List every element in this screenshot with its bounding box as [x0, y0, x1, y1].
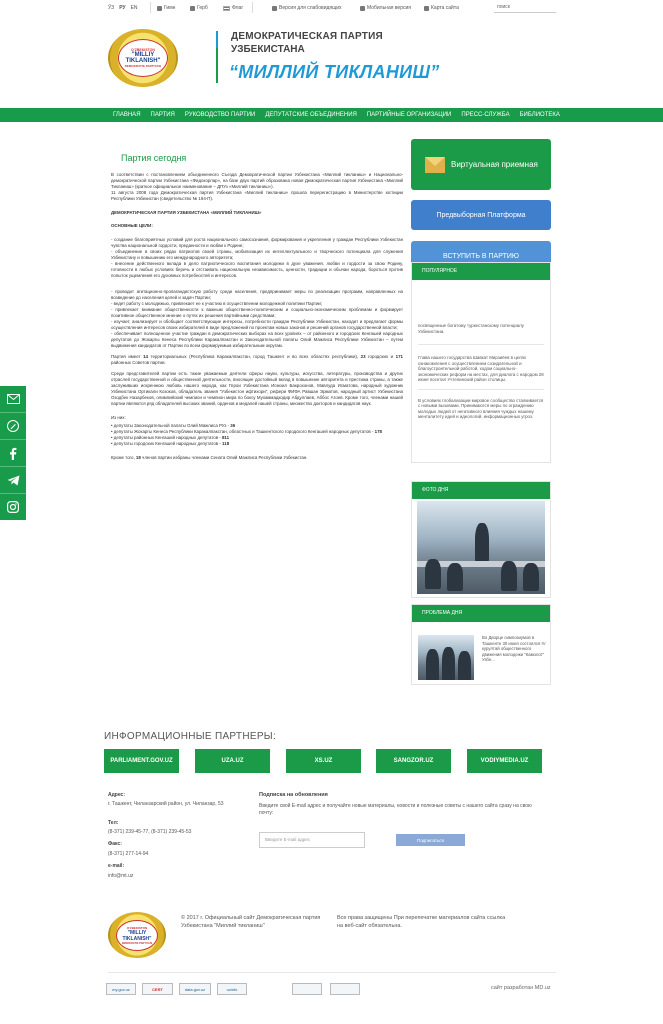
- badge-counter[interactable]: [292, 983, 322, 995]
- badge-cert[interactable]: CERT: [142, 983, 173, 995]
- email-label: e-mail:: [108, 863, 125, 869]
- article-paragraph: В соответствии с постановлением объединенного Съезда Демократической партии Узбекистана «Миллий тикланиш» и Национально-демократической партии Узбекистана «Фидокорлар», на базе двух партий образована новая Демократическая партия Узбекистана «Миллий Тикланиш» (краткое официальное наименование – ДПУз «Миллий тикланиш»).: [111, 172, 403, 189]
- emblem-icon: [190, 6, 195, 11]
- problem-of-day-widget: [411, 604, 551, 685]
- subscribe-title: Подписка на обновления: [259, 792, 328, 798]
- figure-shape: [475, 523, 489, 563]
- developer-link[interactable]: сайт разработан MD.uz: [491, 985, 551, 991]
- logo-text: "MILLIY: [131, 52, 155, 58]
- popular-item[interactable]: В условиях глобализации мировое сообщество сталкивается с новыми вызовами. Принимаются меры по ограждению молодых людей от негативного влияния чуждых нашему менталитету идей и идеологий, информационных угроз.: [418, 397, 544, 419]
- partner-xs[interactable]: XS.UZ: [286, 749, 361, 773]
- social-write[interactable]: [0, 413, 26, 439]
- problem-thumbnail[interactable]: [418, 635, 474, 680]
- pencil-icon: [7, 420, 19, 432]
- footer-logo[interactable]: [108, 912, 166, 958]
- virtual-reception-button[interactable]: Виртуальная приемная: [411, 139, 551, 190]
- party-logo[interactable]: [108, 29, 178, 87]
- language-switcher: [108, 5, 138, 11]
- lang-ru[interactable]: РУ: [119, 5, 126, 11]
- address-value: г. Ташкент, Чиланзарский район, ул. Чиланзар, 53: [108, 801, 224, 807]
- nav-leadership[interactable]: РУКОВОДСТВО ПАРТИИ: [184, 112, 256, 118]
- social-instagram[interactable]: [0, 494, 26, 520]
- logo-text: O'ZBEKISTON: [131, 48, 155, 52]
- top-bar: [0, 0, 663, 16]
- logo-text: "MILLIY: [127, 929, 147, 936]
- figure-shape: [447, 563, 463, 591]
- figure-shape: [523, 563, 539, 591]
- page-title: Партия сегодня: [121, 153, 187, 163]
- logo-emblem: [118, 39, 168, 77]
- phone-label: Тел:: [108, 820, 119, 826]
- article-heading: ДЕМОКРАТИЧЕСКАЯ ПАРТИЯ УЗБЕКИСТАНА «МИЛЛИЙ ТИКЛАНИШ»: [111, 210, 262, 215]
- facebook-icon: [9, 447, 17, 460]
- article-paragraph: Кроме того, 18 членов партии избраны членами Сената Олий Мажлиса Республики Узбекистан.: [111, 455, 308, 460]
- logo-emblem: [116, 920, 158, 951]
- telegram-icon: [7, 475, 20, 486]
- logo-text: TIKLANISH": [125, 58, 161, 64]
- article-paragraph: 11 августа 2008 года Демократическая партия Узбекистана «Миллий тикланиш» прошла перерегистрацию в Министерстве юстиции Республики Узбекистан (свидетельство № 194-П).: [111, 190, 403, 201]
- fax-label: Факс:: [108, 841, 122, 847]
- partners-title: ИНФОРМАЦИОННЫЕ ПАРТНЕРЫ:: [104, 731, 277, 742]
- logo-text: DEMOKRATIK PARTIYASI: [121, 941, 153, 945]
- mobile-icon: [360, 6, 365, 11]
- mobile-version-link[interactable]: Мобильная версия: [360, 5, 411, 11]
- partner-uza[interactable]: UZA.UZ: [195, 749, 270, 773]
- logo-text: DEMOKRATIK PARTIYASI: [124, 64, 162, 68]
- mail-icon: [7, 394, 20, 404]
- nav-party[interactable]: ПАРТИЯ: [150, 112, 175, 118]
- photo-of-day-widget: [411, 481, 551, 598]
- address-label: Адрес:: [108, 792, 125, 798]
- deputies-list: • депутаты Законодательной палаты Олий Мажлиса РУз - 36 • депутаты Жокаргы Кенеса Республики Каракалпакстан, областных и Ташкентского городского Кенгашей народных депутатов - 178 • депутаты районных Кенгашей народных депутатов - 811 • депутаты городских Кенгашей народных депутатов - 118: [111, 423, 382, 446]
- badge-datagov[interactable]: data.gov.uz: [179, 983, 211, 995]
- copyright-text: © 2017 г. Официальный сайт Демократическая партия Узбекистана "Миллий тикланиш": [181, 915, 321, 929]
- article-heading: ОСНОВНЫЕ ЦЕЛИ:: [111, 223, 153, 228]
- envelope-icon: [425, 157, 445, 173]
- article-content: [111, 172, 403, 466]
- badge-uzinfo[interactable]: uzinfo: [217, 983, 247, 995]
- flag-link[interactable]: Флаг: [223, 5, 243, 11]
- subscribe-button[interactable]: Подписаться: [396, 834, 465, 846]
- widget-header: ПОПУЛЯРНОЕ: [412, 263, 550, 280]
- logo-text: TIKLANISH": [122, 935, 152, 942]
- popular-widget: [411, 262, 551, 463]
- lang-uz[interactable]: ЎЗ: [108, 5, 115, 11]
- emblem-link[interactable]: Герб: [190, 5, 208, 11]
- widget-header: ФОТО ДНЯ: [412, 482, 550, 499]
- goals-list: - создание благоприятных условий для роста национального самосознания, формирования и укрепления у граждан Республики Узбекистан чувства национальной гордости, преданности и любви к Родине; - объединение в своих рядах патриотов своей страны, мобилизация их интеллектуального и творческого потенциала для служения Узбекистану и повышению его международного авторитета; - внесение действенного вклада в дело патриотического воспитания молодежи в духе уважения, любви и гордости за свою Родину, готовности в любых условиях беречь и отстаивать национальную независимость, ценности, традиции и обычаи народа, бороться против попыток ущемления его духовных потребностей и интересов.: [111, 237, 403, 278]
- figure-shape: [426, 649, 439, 680]
- instagram-icon: [7, 501, 19, 513]
- partner-parliament[interactable]: PARLIAMENT.GOV.UZ: [104, 749, 179, 773]
- partner-sangzor[interactable]: SANGZOR.UZ: [376, 749, 451, 773]
- article-paragraph: Партия имеет 14 территориальных (Республика Каракалпакстан, город Ташкент и во всех областях республики), 23 городских и 171 районных Советов партии.: [111, 354, 403, 365]
- main-nav: [0, 108, 663, 122]
- divider: [418, 344, 544, 345]
- logo-wreath: [108, 912, 166, 958]
- site-title-line1: ДЕМОКРАТИЧЕСКАЯ ПАРТИЯ: [231, 31, 383, 42]
- nav-press[interactable]: ПРЕСС-СЛУЖБА: [461, 112, 510, 118]
- join-party-button[interactable]: ВСТУПИТЬ В ПАРТИЮ: [411, 241, 551, 271]
- nav-organizations[interactable]: ПАРТИЙНЫЕ ОРГАНИЗАЦИИ: [366, 112, 452, 118]
- tasks-list: - проводит агитационно-пропагандистскую работу среди населения, предпринимает меры по реализации программ, направленных на возведение до населения целей и задач Партии; - ведет работу с молодежью, привлекает ее к участию в осуществлении молодежной политики Партии; - привлекает внимание общественности к важным общественно-политическим и социально-экономическим проблемам и формирует позитивное общественное мнение о путях их решения партийными средствами; - изучает, анализирует и обобщает соответствующие интересы, потребности граждан Республики Узбекистан, находит и предлагает формы осуществления интересов своих избирателей в виде предложений по проектам новых законов и решений органов государственной власти; - обеспечивает полноценное участие граждан в демократических выборах на всех уровнях – от районного и городских Кенгашей народных депутатов до Жокаргы Кенеса Республики Каракалпакстан и Законодательной палаты Олий Мажлиса Республики Узбекистан – путем выдвижения кандидатов от Партии по всем формируемым избирательным округам.: [111, 289, 403, 348]
- badge-mygov[interactable]: my.gov.uz: [106, 983, 136, 995]
- flag-icon: [223, 6, 230, 11]
- figure-shape: [442, 647, 455, 680]
- article-paragraph: Среди представителей партии есть такие уважаемые деятели сферы науки, культуры, искусства, литературы, производства и других отраслей государственной и общественной деятельности, вносящие достойный вклад в повышение авторитета и престижа страны, а также заслуживших искреннюю любовь нашего народа, как Герои Узбекистана Исмоил Бакрохонов, Мавлуда Исматова, народный художник Узбекистана Ортикали Козоков, обладатель звания "Узбекистон ифтихори", рефери ФИФА Равшан Эрматов, народный артист Узбекистана Озодбек Назарбеков, олимпийский чемпион и чемпион мира по боксу Мухаммадкодир Абдуллаев, Аббос Атоев. Кроме того, членами нашей партии являются ряд обладателей высоких званий, орденов и медалей нашей страны, множество докторов и кандидатов наук.: [111, 371, 403, 406]
- sitemap-link[interactable]: Карта сайта: [424, 5, 459, 11]
- accessibility-link[interactable]: Версия для слабовидящих: [272, 5, 342, 11]
- logo-wreath: [108, 29, 178, 87]
- badge-counter[interactable]: [330, 983, 360, 995]
- nav-deputies[interactable]: ДЕПУТАТСКИЕ ОБЪЕДИНЕНИЯ: [265, 112, 357, 118]
- figure-shape: [458, 651, 471, 680]
- deputies-title: Из них:: [111, 415, 126, 420]
- search-input[interactable]: поиск: [494, 3, 556, 13]
- rights-text: Все права защищены При перепечатке материалов сайта ссылка на веб-сайт обязательна.: [337, 915, 506, 929]
- popular-item[interactable]: Глава нашего государства Шавкат Мирзиёев в целях ознакомления с осуществлением созидательной и благоустроительной работой, ходом социально-экономических реформ на местах, для диалога с народом 28 июня посетил Учтепинский район столицы.: [418, 355, 544, 382]
- social-telegram[interactable]: [0, 467, 26, 493]
- divider: [150, 2, 151, 13]
- site-title-line2: УЗБЕКИСТАНА: [231, 44, 305, 55]
- lang-en[interactable]: EN: [130, 5, 138, 11]
- eye-icon: [272, 6, 277, 11]
- footer-divider: [108, 972, 556, 973]
- sitemap-icon: [424, 6, 429, 11]
- partner-vodiymedia[interactable]: VODIYMEDIA.UZ: [467, 749, 542, 773]
- divider: [418, 389, 544, 390]
- problem-text[interactable]: Во Дворце симпозиумов в Ташкенте 30 июня состоялся IV курултай общественного движения молодежи "Камолот" Узбе...: [482, 635, 546, 663]
- photo-of-day-image[interactable]: [417, 501, 545, 594]
- nav-library[interactable]: БИБЛИОТЕКА: [519, 112, 560, 118]
- figure-shape: [425, 559, 441, 589]
- widget-header: ПРОБЛЕМА ДНЯ: [412, 605, 550, 622]
- site-title-party: “МИЛЛИЙ ТИКЛАНИШ”: [229, 62, 440, 82]
- phone-value: (8-371) 239-45-77, (8-371) 239-45-53: [108, 829, 192, 835]
- popular-item[interactable]: посвященные богатому туркестанскому потенциалу Узбекистана.: [418, 323, 524, 334]
- figure-shape: [501, 561, 517, 591]
- election-platform-button[interactable]: Предвыборная Платформа: [411, 200, 551, 230]
- fax-value: (8-371) 277-14-94: [108, 851, 149, 857]
- email-value[interactable]: info@mt.uz: [108, 873, 134, 879]
- anthem-link[interactable]: Гимн: [157, 5, 175, 11]
- divider: [252, 2, 253, 13]
- email-field[interactable]: Введите E-mail адрес: [259, 832, 365, 848]
- nav-home[interactable]: ГЛАВНАЯ: [113, 112, 141, 118]
- social-facebook[interactable]: [0, 440, 26, 466]
- social-email[interactable]: [0, 386, 26, 412]
- subscribe-text: Введите свой E-mail адрес и получайте новые материалы, новости и полезные советы с нашего сайта сразу на свою почту:: [259, 803, 532, 816]
- music-icon: [157, 6, 162, 11]
- logo-text: O'ZBEKISTON: [126, 925, 148, 930]
- header-divider: [216, 31, 218, 83]
